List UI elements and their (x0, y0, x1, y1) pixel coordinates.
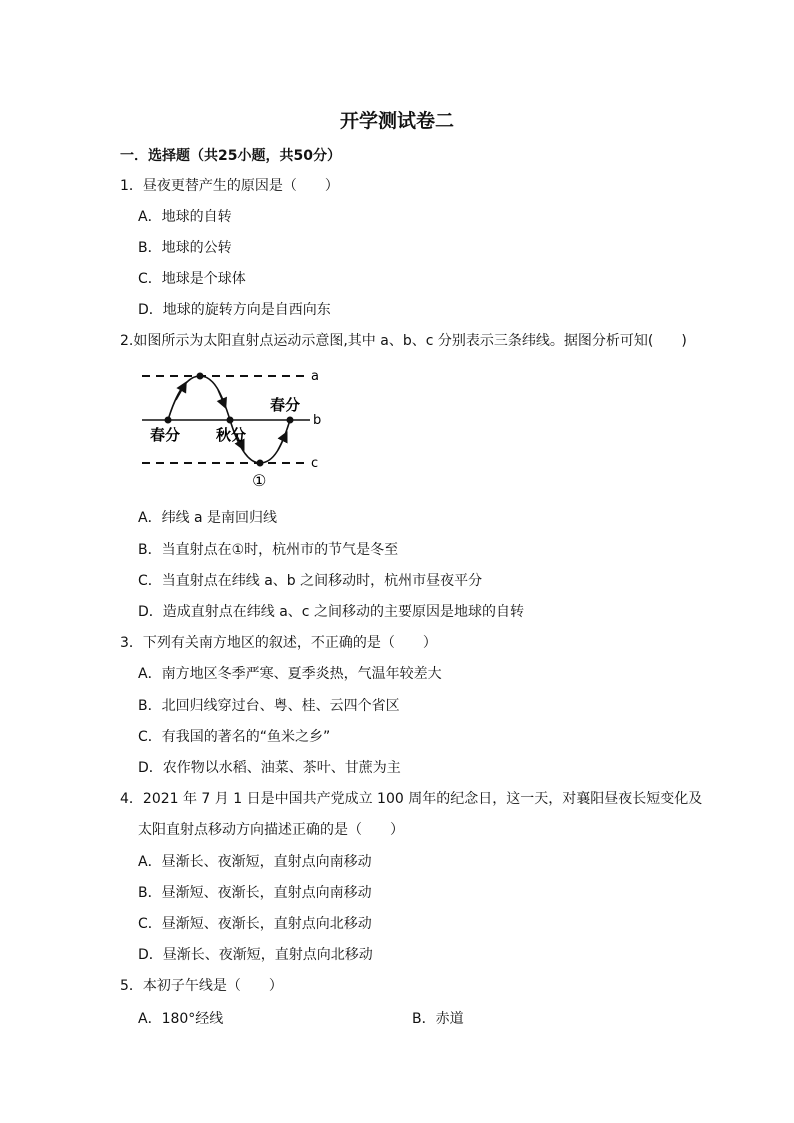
point-1 (257, 460, 264, 467)
q3-option-d: D．农作物以水稻、油菜、茶叶、甘蔗为主 (138, 760, 401, 776)
label-spring-2: 春分 (270, 396, 301, 414)
q4-option-c: C．昼渐短、夜渐长，直射点向北移动 (138, 916, 372, 932)
label-circled-1: ① (252, 471, 267, 490)
arrow-up-2 (278, 436, 285, 450)
point-summer (197, 373, 204, 380)
arrow-down-1 (218, 390, 224, 404)
label-spring-1: 春分 (150, 426, 181, 444)
q3-option-c: C．有我国的著名的“鱼米之乡” (138, 729, 331, 745)
line-label-c: c (311, 456, 319, 471)
q5-option-a: A．180°经线 (138, 1011, 224, 1027)
label-autumn: 秋分 (216, 426, 247, 444)
q2-option-d: D．造成直射点在纬线 a、c 之间移动的主要原因是地球的自转 (138, 604, 524, 620)
q2-option-c: C．当直射点在纬线 a、b 之间移动时，杭州市昼夜平分 (138, 573, 483, 589)
page-title: 开学测试卷二 (339, 110, 454, 132)
q4-option-b: B．昼渐短、夜渐长，直射点向南移动 (138, 885, 372, 901)
q2-option-b: B．当直射点在①时，杭州市的节气是冬至 (138, 542, 399, 558)
question-1-stem: 1．昼夜更替产生的原因是（ ） (120, 178, 339, 194)
question-2-stem: 2.如图所示为太阳直射点运动示意图,其中 a、b、c 分别表示三条纬线。据图分析可知( ) (120, 333, 687, 349)
q1-option-a: A．地球的自转 (138, 209, 232, 225)
q3-option-b: B．北回归线穿过台、粤、桂、云四个省区 (138, 698, 400, 714)
q1-option-b: B．地球的公转 (138, 240, 232, 256)
point-autumn (227, 417, 234, 424)
line-label-a: a (311, 369, 319, 384)
q1-option-c: C．地球是个球体 (138, 271, 246, 287)
arrow-up (176, 386, 184, 400)
q4-option-d: D．昼渐长、夜渐短，直射点向北移动 (138, 947, 373, 963)
q4-option-a: A．昼渐长、夜渐短，直射点向南移动 (138, 854, 372, 870)
point-spring-2 (287, 417, 294, 424)
section-heading: 一．选择题（共25小题，共50分） (120, 148, 341, 164)
question-5-stem: 5．本初子午线是（ ） (120, 978, 283, 994)
line-label-b: b (313, 413, 322, 428)
q3-option-a: A．南方地区冬季严寒、夏季炎热，气温年较差大 (138, 666, 442, 682)
question-4-stem-line-2: 太阳直射点移动方向描述正确的是（ ） (138, 822, 404, 838)
q1-option-d: D．地球的旋转方向是自西向东 (138, 302, 331, 318)
sun-direct-point-diagram (138, 364, 338, 494)
q5-option-b: B．赤道 (412, 1011, 464, 1027)
q2-option-a: A．纬线 a 是南回归线 (138, 510, 278, 526)
question-3-stem: 3．下列有关南方地区的叙述，不正确的是（ ） (120, 635, 437, 651)
point-spring-1 (165, 417, 172, 424)
question-4-stem-line-1: 4．2021 年 7 月 1 日是中国共产党成立 100 周年的纪念日，这一天，对襄阳昼夜长短变化及 (120, 791, 703, 807)
